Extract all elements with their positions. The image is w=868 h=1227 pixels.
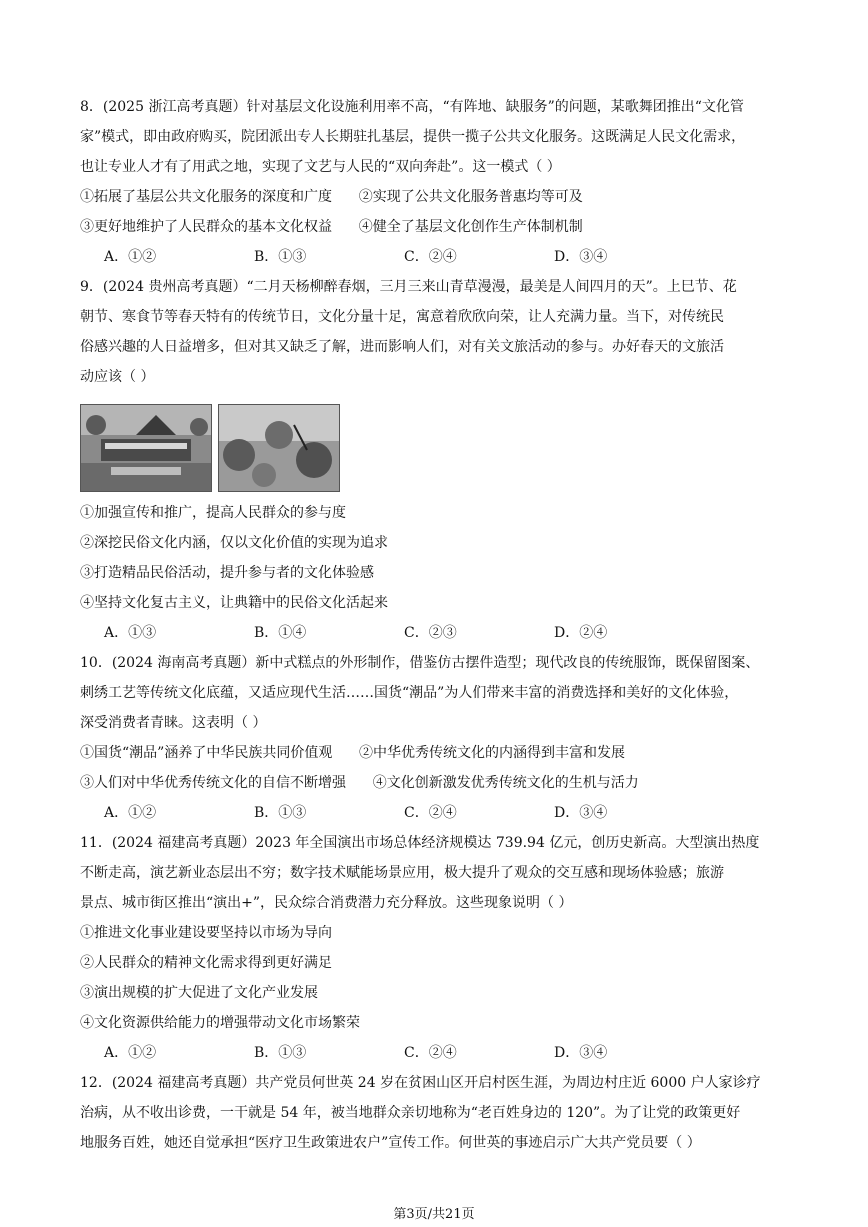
statement-option: ③更好地维护了人民群众的基本文化权益 ④健全了基层文化创作生产体制机制 (80, 219, 583, 235)
stem-line: 9．(2024 贵州高考真题）“二月天杨柳醉春烟，三月三来山青草漫漫，最美是人间四月的天”。上巳节、花 (80, 279, 737, 295)
statement-option: ④文化资源供给能力的增强带动文化市场繁荣 (80, 1015, 360, 1031)
stem-line: 家”模式，即由政府购买，院团派出专人长期驻扎基层，提供一揽子公共文化服务。这既满足人民文化需求， (80, 129, 746, 145)
stem-line: 动应该（ ） (80, 369, 155, 385)
stem-line: 10．(2024 海南高考真题）新中式糕点的外形制作，借鉴仿古摆件造型；现代改良的传统服饰，既保留图案、 (80, 655, 760, 671)
choice-b[interactable]: B．①③ (254, 1045, 307, 1061)
stem-line: 12．(2024 福建高考真题）共产党员何世英 24 岁在贫困山区开启村医生涯，为周边村庄近 6000 户人家诊疗 (80, 1075, 761, 1091)
answer-choices (80, 242, 792, 272)
stem-line: 不断走高，演艺新业态层出不穷；数字技术赋能场景应用，极大提升了观众的交互感和现场体验感；旅游 (80, 865, 724, 881)
festival-photo-building (80, 404, 212, 492)
choice-d[interactable]: D．③④ (554, 805, 608, 821)
question-12 (80, 1068, 792, 1158)
statement-option: ①国货“潮品”涵养了中华民族共同价值观 ②中华优秀传统文化的内涵得到丰富和发展 (80, 745, 626, 761)
statement-option: ③打造精品民俗活动，提升参与者的文化体验感 (80, 565, 374, 581)
stem-line: 11．(2024 福建高考真题）2023 年全国演出市场总体经济规模达 739.94 亿元，创历史新高。大型演出热度 (80, 835, 760, 851)
question-list (80, 92, 792, 1158)
statement-option: ①拓展了基层公共文化服务的深度和广度 ②实现了公共文化服务普惠均等可及 (80, 189, 583, 205)
question-11 (80, 828, 792, 1068)
choice-c[interactable]: C．②④ (404, 249, 457, 265)
stem-line: 治病，从不收出诊费，一干就是 54 年，被当地群众亲切地称为“老百姓身边的 120”。为了让党的政策更好 (80, 1105, 741, 1121)
stem-line: 地服务百姓，她还自觉承担“医疗卫生政策进农户”宣传工作。何世英的事迹启示广大共产党员要（ ） (80, 1135, 701, 1151)
statement-option: ②人民群众的精神文化需求得到更好满足 (80, 955, 332, 971)
statement-option: ③人们对中华优秀传统文化的自信不断增强 ④文化创新激发优秀传统文化的生机与活力 (80, 775, 639, 791)
question-stem (80, 92, 792, 182)
page-number: 第3页/共21页 (393, 1207, 475, 1222)
stem-line: 深受消费者青睐。这表明（ ） (80, 715, 267, 731)
choice-a[interactable]: A．①③ (104, 625, 157, 641)
choice-a[interactable]: A．①② (104, 1045, 157, 1061)
answer-choices (80, 798, 792, 828)
question-8 (80, 92, 792, 272)
question-stem (80, 828, 792, 918)
choice-d[interactable]: D．③④ (554, 1045, 608, 1061)
festival-photo-flowers (218, 404, 340, 492)
stem-line: 刺绣工艺等传统文化底蕴，又适应现代生活……国货“潮品”为人们带来丰富的消费选择和美好的文化体验， (80, 685, 739, 701)
choice-d[interactable]: D．②④ (554, 625, 608, 641)
choice-a[interactable]: A．①② (104, 805, 157, 821)
choice-b[interactable]: B．①③ (254, 249, 307, 265)
stem-line: 朝节、寒食节等春天特有的传统节日，文化分量十足，寓意着欣欣向荣，让人充满力量。当下，对传统民 (80, 309, 724, 325)
stem-line: 8．(2025 浙江高考真题）针对基层文化设施利用率不高，“有阵地、缺服务”的问题，某歌舞团推出“文化管 (80, 99, 744, 115)
choice-c[interactable]: C．②④ (404, 805, 457, 821)
choice-d[interactable]: D．③④ (554, 249, 608, 265)
question-stem (80, 272, 792, 392)
stem-line: 俗感兴趣的人日益增多，但对其又缺乏了解，进而影响人们，对有关文旅活动的参与。办好春天的文旅活 (80, 339, 724, 355)
answer-choices (80, 618, 792, 648)
choice-b[interactable]: B．①④ (254, 625, 307, 641)
question-10 (80, 648, 792, 828)
choice-a[interactable]: A．①② (104, 249, 157, 265)
choice-b[interactable]: B．①③ (254, 805, 307, 821)
statement-option: ①加强宣传和推广，提高人民群众的参与度 (80, 505, 346, 521)
question-images (80, 404, 792, 492)
question-9 (80, 272, 792, 648)
statement-option: ③演出规模的扩大促进了文化产业发展 (80, 985, 318, 1001)
stem-line: 也让专业人才有了用武之地，实现了文艺与人民的“双向奔赴”。这一模式（ ） (80, 159, 561, 175)
question-stem (80, 1068, 792, 1158)
stem-line: 景点、城市街区推出“演出+”，民众综合消费潜力充分释放。这些现象说明（ ） (80, 895, 573, 911)
question-stem (80, 648, 792, 738)
answer-choices (80, 1038, 792, 1068)
choice-c[interactable]: C．②④ (404, 1045, 457, 1061)
statement-option: ④坚持文化复古主义，让典籍中的民俗文化活起来 (80, 595, 388, 611)
choice-c[interactable]: C．②③ (404, 625, 457, 641)
statement-option: ①推进文化事业建设要坚持以市场为导向 (80, 925, 332, 941)
statement-option: ②深挖民俗文化内涵，仅以文化价值的实现为追求 (80, 535, 388, 551)
